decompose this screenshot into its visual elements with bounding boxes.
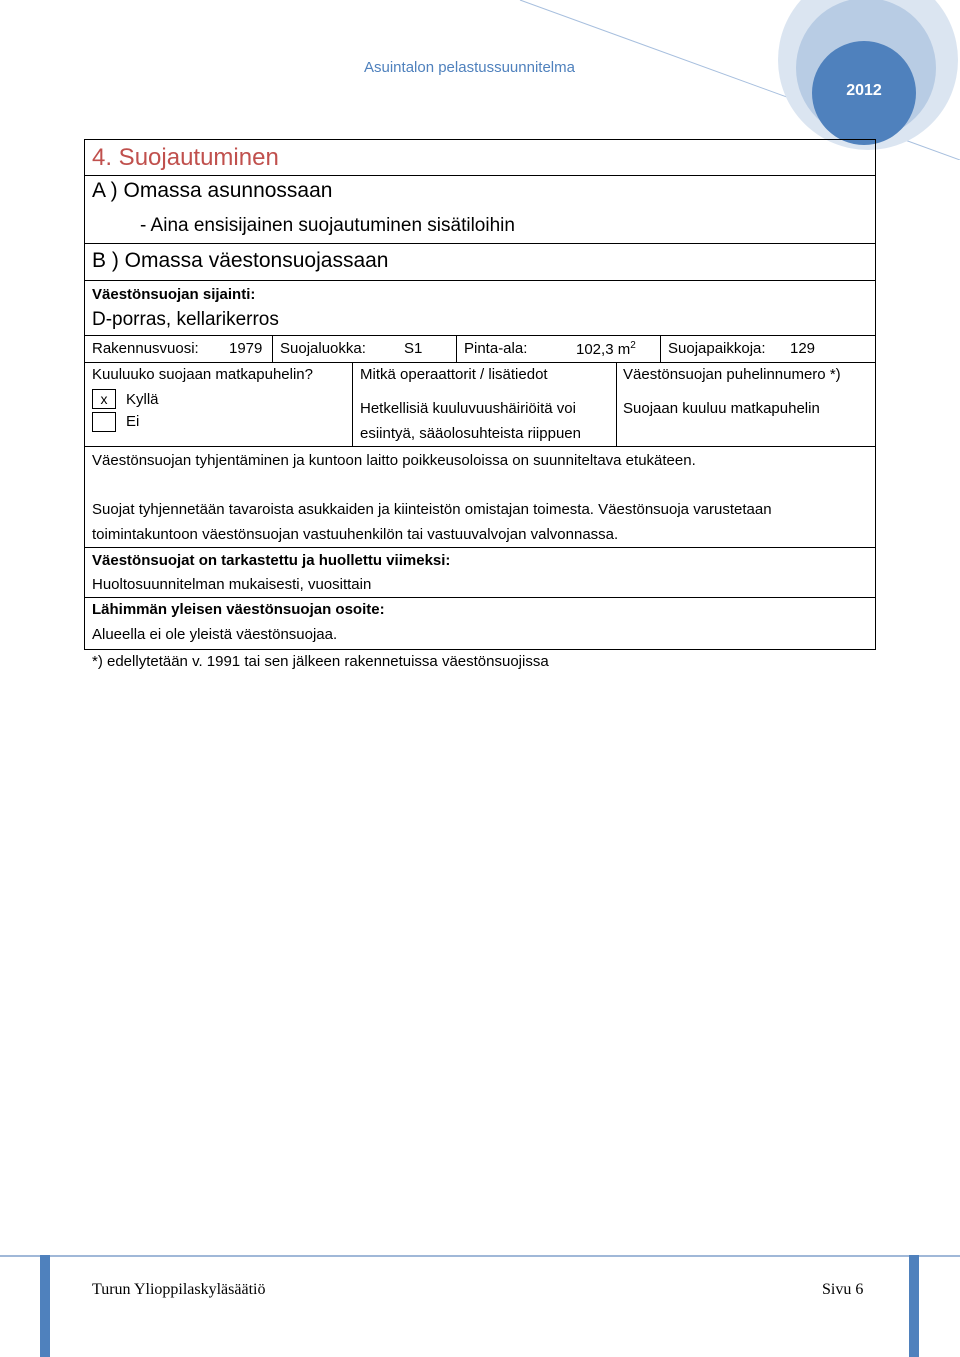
emptying-note: Väestönsuojan tyhjentäminen ja kuntoon laitto poikkeusoloissa on suunniteltava etukäteen. bbox=[92, 452, 696, 469]
row-divider bbox=[84, 280, 876, 281]
emptying-paragraph-line1: Suojat tyhjennetään tavaroista asukkaiden ja kiinteistön omistajan toimesta. Väestönsuoja varustetaan bbox=[92, 501, 772, 518]
nearest-public-shelter-label: Lähimmän yleisen väestönsuojan osoite: bbox=[92, 601, 385, 618]
last-inspection-value: Huoltosuunnitelman mukaisesti, vuosittain bbox=[92, 576, 372, 593]
shelter-location-label: Väestönsuojan sijainti: bbox=[92, 286, 256, 303]
row-divider bbox=[84, 362, 876, 363]
shelter-location-value: D-porras, kellarikerros bbox=[92, 309, 279, 330]
build-year-value: 1979 bbox=[229, 340, 263, 357]
document-header-title: Asuintalon pelastussuunnitelma bbox=[364, 59, 575, 76]
header-decoration bbox=[0, 0, 960, 160]
option-a-bullet: - Aina ensisijainen suojautuminen sisätiloihin bbox=[140, 215, 515, 236]
footer-rule bbox=[0, 1255, 960, 1257]
shelter-places-value: 129 bbox=[790, 340, 816, 357]
row-divider bbox=[84, 446, 876, 447]
cell-divider bbox=[456, 335, 457, 363]
footer-organization: Turun Ylioppilaskyläsäätiö bbox=[92, 1281, 266, 1298]
option-b-title: B ) Omassa väestonsuojassaan bbox=[92, 249, 389, 272]
no-checkbox[interactable] bbox=[92, 412, 116, 432]
cell-divider bbox=[616, 362, 617, 447]
area-label: Pinta-ala: bbox=[464, 340, 528, 357]
yes-checkbox[interactable]: x bbox=[92, 389, 116, 409]
mobile-coverage-question: Kuuluuko suojaan matkapuhelin? bbox=[92, 366, 313, 383]
row-divider bbox=[84, 175, 876, 176]
document-header-year: 2012 bbox=[846, 82, 882, 99]
row-divider bbox=[84, 243, 876, 244]
last-inspection-label: Väestönsuojat on tarkastettu ja huollettu viimeksi: bbox=[92, 552, 451, 569]
footer-right-bar bbox=[909, 1255, 919, 1357]
cell-divider bbox=[660, 335, 661, 363]
yes-option-label: Kyllä bbox=[126, 391, 159, 408]
build-year-label: Rakennusvuosi: bbox=[92, 340, 199, 357]
row-divider bbox=[84, 547, 876, 548]
no-option-label: Ei bbox=[126, 413, 140, 430]
shelter-phone-value: Suojaan kuuluu matkapuhelin bbox=[623, 400, 820, 417]
operators-info-line1: Hetkellisiä kuuluvuushäiriöitä voi bbox=[360, 400, 576, 417]
shelter-phone-label: Väestönsuojan puhelinnumero *) bbox=[623, 366, 841, 383]
footnote: *) edellytetään v. 1991 tai sen jälkeen rakennetuissa väestönsuojissa bbox=[92, 653, 549, 670]
nearest-public-shelter-value: Alueella ei ole yleistä väestönsuojaa. bbox=[92, 626, 338, 643]
area-value: 102,3 $m^2$ bbox=[576, 340, 636, 358]
footer-page-number: Sivu 6 bbox=[822, 1281, 864, 1298]
section-title: 4. Suojautuminen bbox=[92, 144, 279, 171]
shelter-class-label: Suojaluokka: bbox=[280, 340, 366, 357]
cell-divider bbox=[272, 335, 273, 363]
option-a-title: A ) Omassa asunnossaan bbox=[92, 179, 333, 202]
operators-info-line2: esiintyä, sääolosuhteista riippuen bbox=[360, 425, 581, 442]
footer-left-bar bbox=[40, 1255, 50, 1357]
row-divider bbox=[84, 597, 876, 598]
cell-divider bbox=[352, 362, 353, 447]
area-unit-superscript: 2 bbox=[630, 340, 636, 351]
shelter-places-label: Suojapaikkoja: bbox=[668, 340, 766, 357]
operators-label: Mitkä operaattorit / lisätiedot bbox=[360, 366, 548, 383]
emptying-paragraph-line2: toimintakuntoon väestönsuojan vastuuhenkilön tai vastuuvalvojan valvonnassa. bbox=[92, 526, 619, 543]
row-divider bbox=[84, 335, 876, 336]
shelter-class-value: S1 bbox=[404, 340, 423, 357]
